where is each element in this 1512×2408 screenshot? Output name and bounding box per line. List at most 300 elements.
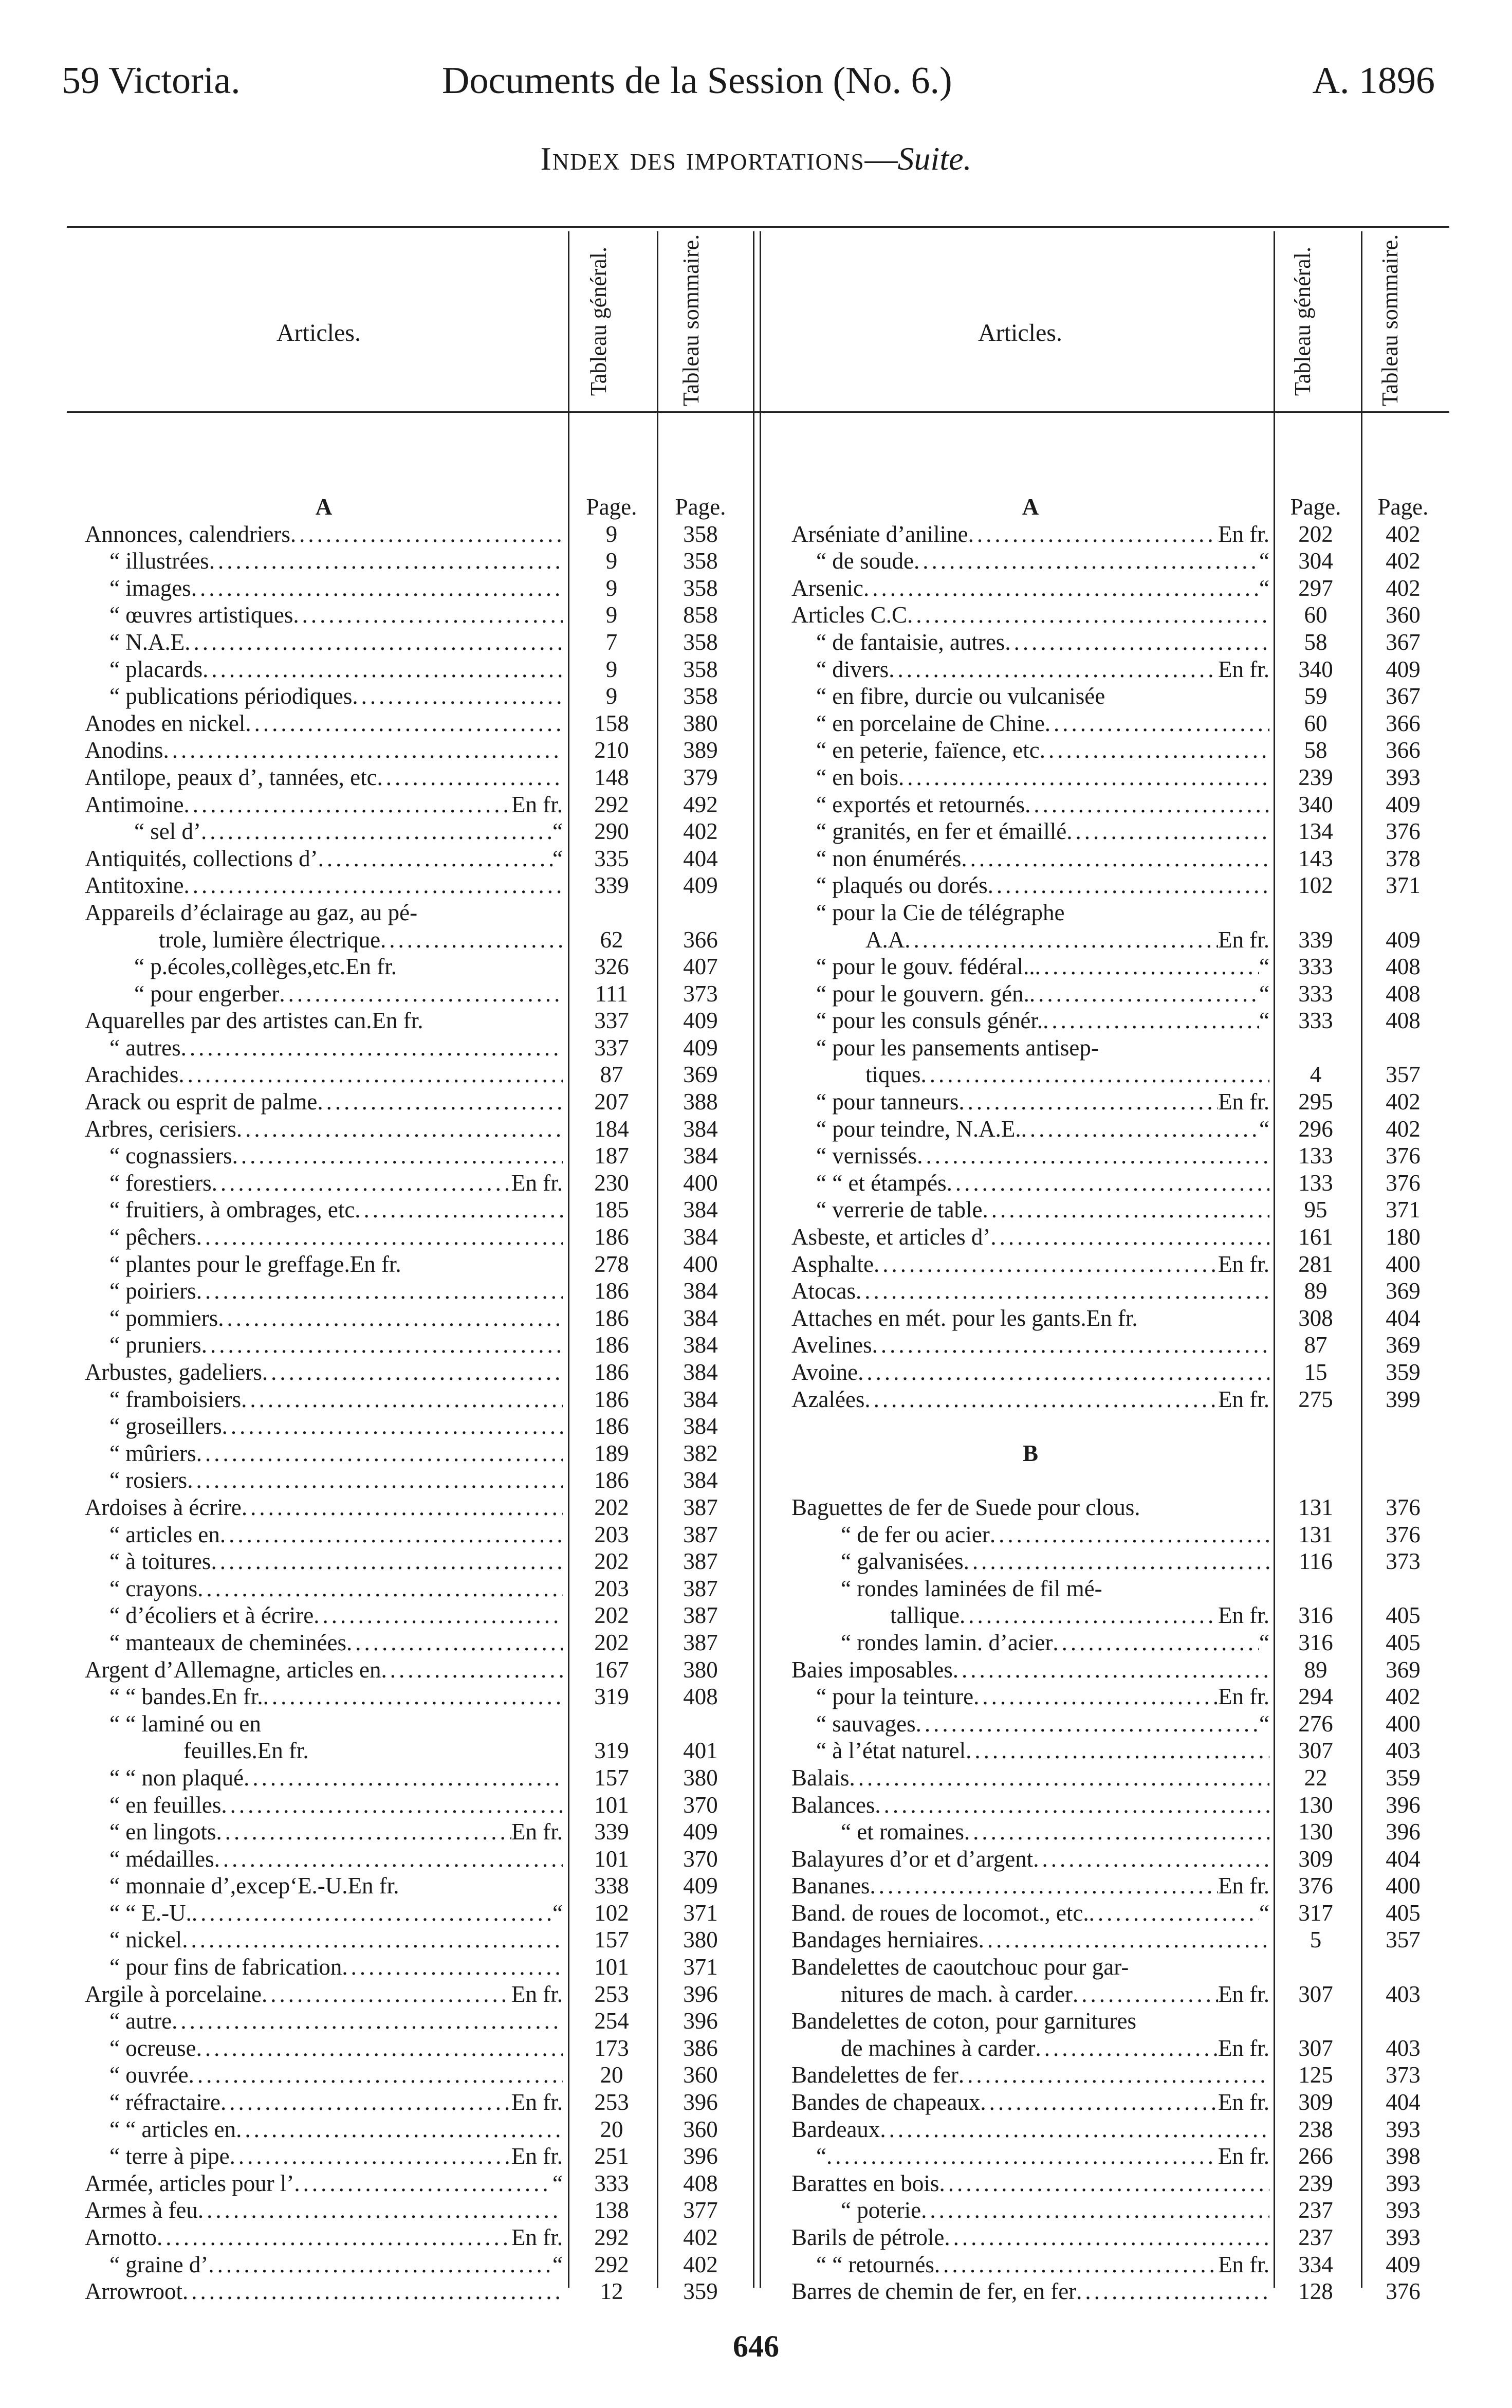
entry-label bbox=[841, 2197, 1269, 2224]
tableau-general-page: 173 bbox=[594, 2035, 629, 2061]
entry-label bbox=[109, 1954, 563, 1981]
header-year: A. 1896 bbox=[1312, 60, 1435, 102]
entry-label bbox=[109, 2116, 563, 2143]
leader-dots bbox=[870, 1872, 1218, 1900]
entry-text: Armée, articles pour l’ bbox=[85, 2170, 294, 2196]
center-double-rule-a bbox=[753, 231, 754, 2288]
leader-dots bbox=[318, 845, 552, 872]
tableau-sommaire-page: 409 bbox=[1386, 2251, 1421, 2277]
entry-text: “ rondes lamin. d’acier bbox=[841, 1629, 1053, 1655]
entry-label bbox=[816, 818, 1269, 845]
index-entry-row bbox=[791, 575, 1460, 602]
leader-dots bbox=[196, 2035, 563, 2062]
tableau-sommaire-page: 404 bbox=[1386, 1846, 1421, 1872]
entry-label bbox=[816, 656, 1269, 683]
entry-text: Antitoxine bbox=[85, 872, 184, 899]
entry-text: “ fruitiers, à ombrages, etc bbox=[109, 1197, 355, 1223]
entry-text: nitures de mach. à carder bbox=[841, 1981, 1073, 2007]
entry-text: A.A bbox=[865, 926, 905, 953]
entry-label bbox=[816, 1034, 1269, 1062]
index-entry-row bbox=[85, 2278, 743, 2305]
tableau-sommaire-page: 359 bbox=[1386, 1359, 1421, 1385]
entry-text: “ de fantaisie, autres bbox=[816, 629, 1005, 655]
entry-text: “ autre bbox=[109, 2008, 172, 2034]
leader-dots bbox=[183, 791, 511, 818]
leader-dots bbox=[377, 764, 563, 791]
tableau-general-page: 333 bbox=[1298, 980, 1333, 1007]
leader-dots bbox=[232, 1142, 563, 1170]
index-entry-row bbox=[85, 1007, 743, 1034]
entry-label bbox=[816, 1170, 1269, 1197]
entry-text: “ pour teindre, N.A.E. bbox=[816, 1116, 1021, 1142]
tableau-sommaire-page: 386 bbox=[683, 2035, 718, 2061]
entry-label bbox=[841, 1629, 1269, 1656]
entry-label bbox=[85, 1007, 563, 1034]
leader-dots bbox=[196, 1278, 563, 1305]
right-tableau-general-header: Tableau général. bbox=[1290, 246, 1315, 396]
tableau-general-page: 20 bbox=[600, 2116, 623, 2142]
tableau-general-page: 333 bbox=[594, 2170, 629, 2196]
tableau-general-page: 203 bbox=[594, 1521, 629, 1547]
entry-text: “ publications périodiques bbox=[109, 683, 353, 709]
entry-suffix: “ bbox=[552, 2251, 563, 2277]
index-entry-row bbox=[791, 1629, 1460, 1656]
leader-dots bbox=[990, 1521, 1269, 1548]
tableau-general-page: 89 bbox=[1304, 1278, 1327, 1304]
tableau-general-page: 20 bbox=[600, 2062, 623, 2088]
index-entry-row bbox=[85, 818, 743, 845]
entry-label bbox=[109, 1575, 563, 1602]
tableau-general-page: 202 bbox=[594, 1494, 629, 1520]
tableau-general-page: 148 bbox=[594, 764, 629, 790]
tableau-general-page: 131 bbox=[1298, 1494, 1333, 1520]
entry-label bbox=[791, 1954, 1269, 1981]
header-document-title: Documents de la Session (No. 6.) bbox=[442, 60, 952, 102]
leader-dots bbox=[1089, 1900, 1259, 1927]
entry-text: “ graine d’ bbox=[109, 2251, 209, 2277]
index-entry-row bbox=[791, 2008, 1460, 2035]
entry-label bbox=[841, 2035, 1269, 2062]
index-entry-row bbox=[85, 1331, 743, 1359]
tableau-sommaire-page: 387 bbox=[683, 1521, 718, 1547]
entry-text: B bbox=[1022, 1440, 1038, 1466]
leader-dots bbox=[983, 1196, 1269, 1224]
index-entry-row bbox=[791, 2170, 1460, 2197]
tableau-general-page: 58 bbox=[1304, 737, 1327, 763]
entry-text: Armes à feu bbox=[85, 2197, 198, 2223]
entry-suffix: En fr. bbox=[511, 1170, 563, 1196]
tableau-sommaire-page: 402 bbox=[683, 2251, 718, 2277]
entry-suffix: En fr. bbox=[1218, 521, 1269, 547]
index-entry-row bbox=[85, 1034, 743, 1062]
entry-label bbox=[816, 1683, 1269, 1710]
tableau-sommaire-page: 408 bbox=[683, 1684, 718, 1710]
entry-text: “ galvanisées bbox=[841, 1548, 964, 1575]
header-bottom-rule bbox=[67, 411, 1449, 413]
tableau-sommaire-page: 358 bbox=[683, 548, 718, 574]
tableau-sommaire-page: 384 bbox=[683, 1467, 718, 1493]
tableau-sommaire-page: 409 bbox=[683, 872, 718, 899]
tableau-sommaire-page: 404 bbox=[1386, 2089, 1421, 2115]
index-entry-row bbox=[85, 1872, 743, 1900]
entry-suffix: En fr. bbox=[1218, 656, 1269, 682]
index-entry-row bbox=[85, 1818, 743, 1846]
tableau-general-page: 186 bbox=[594, 1359, 629, 1385]
entry-label bbox=[109, 656, 563, 683]
leader-dots bbox=[905, 926, 1218, 954]
entry-text: “ mûriers bbox=[109, 1440, 196, 1466]
tableau-general-page: 101 bbox=[594, 1792, 629, 1818]
entry-text: “ ocreuse bbox=[109, 2035, 196, 2061]
tableau-sommaire-page: 408 bbox=[683, 2170, 718, 2196]
entry-label bbox=[865, 1061, 1269, 1088]
tableau-general-page: 9 bbox=[605, 656, 618, 682]
entry-label bbox=[109, 601, 563, 629]
entry-text: Bardeaux bbox=[791, 2116, 880, 2142]
leader-dots bbox=[1005, 629, 1269, 656]
leader-dots bbox=[198, 2197, 563, 2224]
tableau-general-page: 319 bbox=[594, 1738, 629, 1764]
entry-label bbox=[791, 1305, 1269, 1332]
entry-text: Barils de pétrole bbox=[791, 2224, 945, 2250]
tableau-sommaire-page: 376 bbox=[1386, 1170, 1421, 1196]
entry-suffix: “ bbox=[1259, 980, 1269, 1007]
entry-label bbox=[85, 791, 563, 818]
entry-text: “ non énumérés bbox=[816, 845, 962, 871]
index-entry-row bbox=[85, 548, 743, 575]
tableau-sommaire-page: 396 bbox=[1386, 1819, 1421, 1845]
tableau-general-page: 186 bbox=[594, 1467, 629, 1493]
index-entry-row bbox=[85, 872, 743, 899]
entry-label bbox=[109, 1305, 563, 1332]
entry-label bbox=[109, 1331, 563, 1359]
leader-dots bbox=[979, 1926, 1269, 1954]
index-entry-row bbox=[85, 845, 743, 872]
tableau-general-page: 186 bbox=[594, 1386, 629, 1412]
entry-label bbox=[109, 1926, 563, 1954]
tableau-sommaire-page: 384 bbox=[683, 1224, 718, 1250]
entry-label bbox=[841, 1548, 1269, 1575]
entry-text: A bbox=[315, 494, 333, 520]
entry-label bbox=[109, 1792, 563, 1819]
tableau-sommaire-page: 359 bbox=[1386, 1764, 1421, 1791]
index-entry-row bbox=[791, 1142, 1460, 1170]
leader-dots bbox=[262, 1359, 563, 1386]
entry-text: Band. de roues de locomot., etc. bbox=[791, 1900, 1089, 1926]
index-entry-row bbox=[85, 1981, 743, 2008]
entry-label bbox=[816, 845, 1269, 872]
tableau-sommaire-page: 384 bbox=[683, 1305, 718, 1331]
leader-dots bbox=[907, 601, 1269, 629]
leader-dots bbox=[921, 1061, 1270, 1088]
leader-dots bbox=[921, 2197, 1269, 2224]
entry-text: “ poiriers bbox=[109, 1278, 196, 1304]
tableau-general-page: 60 bbox=[1304, 602, 1327, 628]
entry-suffix: En fr. bbox=[1218, 1386, 1269, 1412]
leader-dots bbox=[244, 1764, 563, 1792]
tableau-sommaire-page: 393 bbox=[1386, 764, 1421, 790]
tableau-general-page: 326 bbox=[594, 954, 629, 980]
entry-label bbox=[109, 1440, 563, 1467]
tableau-general-page: 292 bbox=[594, 2224, 629, 2250]
tableau-sommaire-page: 405 bbox=[1386, 1900, 1421, 1926]
tableau-sommaire-page: 409 bbox=[683, 1034, 718, 1061]
index-entry-row bbox=[791, 710, 1460, 737]
entry-text: Balais bbox=[791, 1764, 850, 1791]
entry-text: “ exportés et retournés bbox=[816, 791, 1025, 817]
tableau-general-page: 62 bbox=[600, 926, 623, 953]
tableau-sommaire-page: 396 bbox=[683, 2089, 718, 2115]
entry-text: “ pour fins de fabrication bbox=[109, 1954, 342, 1980]
leader-dots bbox=[352, 683, 563, 710]
entry-label bbox=[109, 575, 563, 602]
tableau-sommaire-page: 402 bbox=[1386, 521, 1421, 547]
tableau-sommaire-page: 384 bbox=[683, 1197, 718, 1223]
tableau-sommaire-page: 387 bbox=[683, 1602, 718, 1629]
entry-text: “ crayons bbox=[109, 1575, 198, 1601]
tableau-sommaire-page: 408 bbox=[1386, 980, 1421, 1007]
entry-label bbox=[816, 548, 1269, 575]
entry-text: “ en porcelaine de Chine bbox=[816, 710, 1045, 736]
entry-label bbox=[791, 1872, 1269, 1900]
index-entry-row bbox=[85, 2170, 743, 2197]
tableau-general-page: 337 bbox=[594, 1034, 629, 1061]
index-entry-row bbox=[791, 1088, 1460, 1116]
index-entry-row bbox=[791, 1386, 1460, 1413]
index-entry-row bbox=[85, 629, 743, 656]
entry-label bbox=[109, 1683, 563, 1710]
leader-dots bbox=[966, 1737, 1269, 1764]
entry-suffix: “ bbox=[1259, 1116, 1269, 1142]
tableau-sommaire-page: 382 bbox=[683, 1440, 718, 1466]
tableau-general-page: 9 bbox=[605, 683, 618, 709]
tableau-general-page: 339 bbox=[594, 872, 629, 899]
tableau-sommaire-page: 396 bbox=[1386, 1792, 1421, 1818]
tableau-sommaire-page: 402 bbox=[1386, 548, 1421, 574]
tableau-sommaire-page: 376 bbox=[1386, 2278, 1421, 2305]
tableau-sommaire-page: 359 bbox=[683, 2278, 718, 2305]
section-letter-row bbox=[791, 494, 1460, 521]
tableau-sommaire-page: 389 bbox=[683, 737, 718, 763]
entry-label bbox=[841, 1981, 1269, 2008]
tableau-general-page: 335 bbox=[594, 845, 629, 871]
index-entry-row bbox=[85, 926, 743, 954]
entry-text: “ manteaux de cheminées bbox=[109, 1629, 347, 1655]
index-entry-row bbox=[85, 1683, 743, 1710]
entry-label bbox=[85, 1061, 563, 1088]
entry-suffix: “ bbox=[552, 2170, 563, 2196]
entry-text: “ rondes laminées de fil mé- bbox=[841, 1575, 1102, 1601]
entry-text: “ pour engerber bbox=[134, 980, 280, 1007]
entry-text: Anodins bbox=[85, 737, 163, 763]
entry-label bbox=[791, 601, 1269, 629]
tableau-general-page: 309 bbox=[1298, 1846, 1333, 1872]
tableau-general-page: 130 bbox=[1298, 1819, 1333, 1845]
index-entry-row bbox=[791, 1737, 1460, 1764]
tableau-sommaire-page: 366 bbox=[1386, 737, 1421, 763]
entry-suffix: En fr. bbox=[511, 1981, 563, 2007]
index-entry-row bbox=[791, 2062, 1460, 2089]
entry-text: Arnotto bbox=[85, 2224, 157, 2250]
entry-label bbox=[109, 1764, 563, 1792]
tableau-sommaire-page: Page. bbox=[675, 494, 726, 520]
tableau-sommaire-page: 369 bbox=[1386, 1278, 1421, 1304]
tableau-sommaire-page: 400 bbox=[1386, 1873, 1421, 1899]
entry-text: “ réfractaire bbox=[109, 2089, 221, 2115]
entry-suffix: En fr. bbox=[511, 791, 563, 817]
entry-text: “ vernissés bbox=[816, 1143, 917, 1169]
tableau-general-page: 116 bbox=[1299, 1548, 1333, 1575]
entry-label bbox=[85, 1981, 563, 2008]
tableau-general-page: 134 bbox=[1298, 818, 1333, 845]
entry-text: Articles C.C bbox=[791, 602, 907, 628]
index-entry-row bbox=[791, 1278, 1460, 1305]
leader-dots bbox=[242, 1494, 563, 1521]
tableau-sommaire-page: 384 bbox=[683, 1116, 718, 1142]
entry-text: “ d’écoliers et à écrire bbox=[109, 1602, 314, 1629]
entry-label bbox=[816, 710, 1269, 737]
tableau-sommaire-page: 387 bbox=[683, 1629, 718, 1655]
index-entry-row bbox=[85, 1629, 743, 1656]
tableau-general-page: 9 bbox=[605, 548, 618, 574]
index-entry-row bbox=[85, 1061, 743, 1088]
tableau-general-page: 4 bbox=[1310, 1062, 1322, 1088]
tableau-sommaire-page: Page. bbox=[1377, 494, 1429, 520]
entry-label bbox=[134, 980, 563, 1008]
index-entry-row bbox=[791, 1764, 1460, 1792]
leader-dots bbox=[355, 1196, 563, 1224]
index-entry-row bbox=[791, 1196, 1460, 1224]
entry-text: Avelines bbox=[791, 1332, 872, 1358]
tableau-general-page: 158 bbox=[594, 710, 629, 736]
leader-dots bbox=[214, 1846, 563, 1873]
tableau-sommaire-page: 387 bbox=[683, 1575, 718, 1601]
tableau-sommaire-page: 402 bbox=[1386, 575, 1421, 601]
index-entry-row bbox=[791, 1818, 1460, 1846]
leader-dots bbox=[889, 656, 1218, 683]
entry-text: “ médailles bbox=[109, 1846, 214, 1872]
entry-suffix: En fr. bbox=[511, 2089, 563, 2115]
tableau-sommaire-page: 376 bbox=[1386, 1521, 1421, 1547]
tableau-general-page: 307 bbox=[1298, 2035, 1333, 2061]
entry-label bbox=[791, 1792, 1269, 1819]
entry-text: Argile à porcelaine bbox=[85, 1981, 262, 2007]
entry-label bbox=[791, 521, 1269, 548]
index-entry-row bbox=[85, 1656, 743, 1684]
tableau-general-page: 253 bbox=[594, 1981, 629, 2007]
entry-text: “ granités, en fer et émaillé bbox=[816, 818, 1067, 845]
tableau-general-page: 339 bbox=[1298, 926, 1333, 953]
leader-dots bbox=[290, 521, 563, 548]
entry-label bbox=[109, 2062, 563, 2089]
tableau-general-page: 333 bbox=[1298, 1008, 1333, 1034]
tableau-general-page: 161 bbox=[1298, 1224, 1333, 1250]
index-entry-row bbox=[791, 899, 1460, 926]
index-entry-row bbox=[791, 2197, 1460, 2224]
tableau-sommaire-page: 401 bbox=[683, 1738, 718, 1764]
entry-label bbox=[159, 926, 563, 954]
entry-text: “ sel d’ bbox=[134, 818, 201, 845]
entry-label bbox=[816, 953, 1269, 980]
index-entry-row bbox=[85, 1764, 743, 1792]
tableau-sommaire-page: 400 bbox=[1386, 1710, 1421, 1737]
tableau-sommaire-page: 369 bbox=[683, 1062, 718, 1088]
leader-dots bbox=[202, 656, 563, 683]
entry-label bbox=[109, 1196, 563, 1224]
index-entry-row bbox=[791, 683, 1460, 710]
tableau-general-page: 339 bbox=[594, 1819, 629, 1845]
entry-text: “ “ laminé ou en bbox=[109, 1710, 261, 1737]
tableau-sommaire-page: 400 bbox=[683, 1170, 718, 1196]
tableau-general-page: 308 bbox=[1298, 1305, 1333, 1331]
tableau-general-page: 12 bbox=[600, 2278, 623, 2305]
entry-label bbox=[109, 1629, 563, 1656]
leader-dots bbox=[197, 1575, 563, 1602]
index-entry-row bbox=[85, 2197, 743, 2224]
index-entry-row bbox=[791, 1683, 1460, 1710]
index-entry-row bbox=[791, 1331, 1460, 1359]
index-entry-row bbox=[85, 1737, 743, 1764]
tableau-sommaire-page: 408 bbox=[1386, 1008, 1421, 1034]
leader-dots bbox=[964, 1818, 1269, 1846]
entry-label bbox=[791, 494, 1269, 521]
entry-text: “ “ E.-U. bbox=[109, 1900, 192, 1926]
index-entry-row bbox=[85, 737, 743, 764]
tableau-sommaire-page: 384 bbox=[683, 1143, 718, 1169]
entry-suffix: En fr. bbox=[1218, 1981, 1269, 2007]
tableau-general-page: 309 bbox=[1298, 2089, 1333, 2115]
leader-dots bbox=[958, 1088, 1218, 1116]
entry-text: tallique bbox=[890, 1602, 960, 1629]
tableau-general-page: 102 bbox=[594, 1900, 629, 1926]
leader-dots bbox=[191, 575, 563, 602]
entry-text: Bandelettes de coton, pour garnitures bbox=[791, 2008, 1137, 2034]
entry-text: “ articles en bbox=[109, 1521, 220, 1547]
leader-dots bbox=[947, 1170, 1269, 1197]
leader-dots bbox=[874, 1251, 1218, 1278]
leader-dots bbox=[294, 2170, 552, 2197]
tableau-general-page: 60 bbox=[1304, 710, 1327, 736]
tableau-sommaire-page: 370 bbox=[683, 1792, 718, 1818]
entry-suffix: “ bbox=[1259, 575, 1269, 601]
entry-text: Arsenic bbox=[791, 575, 863, 601]
entry-label bbox=[134, 818, 563, 845]
tableau-general-page: 202 bbox=[594, 1602, 629, 1629]
entry-text: Bandes de chapeaux bbox=[791, 2089, 981, 2115]
entry-label bbox=[109, 1872, 563, 1900]
entry-label bbox=[85, 737, 563, 764]
entry-text: “ nickel bbox=[109, 1927, 182, 1953]
entry-text: Baies imposables bbox=[791, 1656, 953, 1683]
index-entry-row bbox=[85, 2062, 743, 2089]
center-double-rule-b bbox=[760, 231, 761, 2288]
leader-dots bbox=[1036, 2035, 1218, 2062]
index-entry-row bbox=[791, 656, 1460, 683]
entry-text: Antilope, peaux d’, tannées, etc bbox=[85, 764, 377, 790]
entry-text: “ “ non plaqué bbox=[109, 1764, 244, 1791]
leader-dots bbox=[849, 1764, 1269, 1792]
tableau-sommaire-page: 409 bbox=[1386, 926, 1421, 953]
entry-text: “ pour la teinture bbox=[816, 1684, 974, 1710]
index-entry-row bbox=[791, 1710, 1460, 1738]
tableau-general-page: 254 bbox=[594, 2008, 629, 2034]
entry-text: Arack ou esprit de palme bbox=[85, 1089, 318, 1115]
index-entry-row bbox=[85, 1359, 743, 1386]
tableau-sommaire-page: 398 bbox=[1386, 2143, 1421, 2169]
entry-label bbox=[85, 521, 563, 548]
leader-dots bbox=[187, 1467, 563, 1494]
index-entry-row bbox=[791, 764, 1460, 791]
